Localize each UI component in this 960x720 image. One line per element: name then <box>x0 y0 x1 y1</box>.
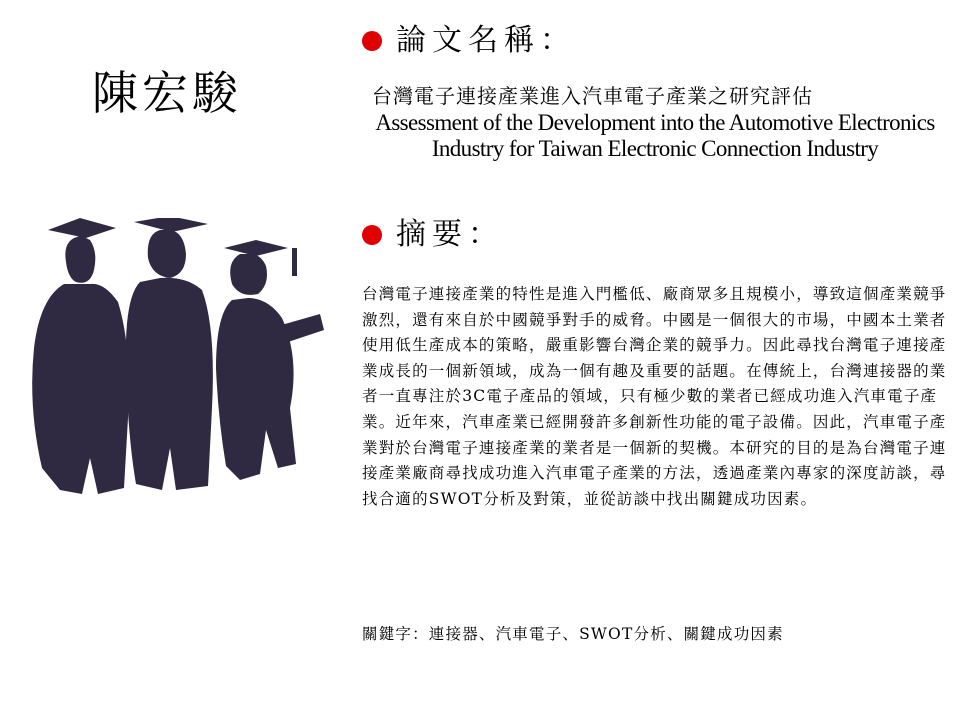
thesis-title-chinese: 台灣電子連接產業進入汽車電子產業之研究評估 <box>372 84 813 108</box>
bullet-icon <box>362 31 382 51</box>
graduates-silhouette-icon <box>20 218 330 498</box>
title-heading-label: 論文名稱： <box>396 23 576 58</box>
thesis-title-english: Assessment of the Development into the Automotive Electronics Industry for Taiwan Electronic Connection Industry <box>375 110 935 161</box>
author-name: 陳宏駿 <box>92 66 242 120</box>
abstract-heading-label: 摘要： <box>396 217 504 252</box>
bullet-icon <box>362 225 382 245</box>
title-heading <box>362 23 576 58</box>
keywords-line: 關鍵字：連接器、汽車電子、SWOT分析、關鍵成功因素 <box>362 625 784 643</box>
abstract-heading <box>362 217 504 252</box>
abstract-body: 台灣電子連接產業的特性是進入門檻低、廠商眾多且規模小，導致這個產業競爭激烈，還有來自於中國競爭對手的威脅。中國是一個很大的市場，中國本土業者使用低生產成本的策略，嚴重影響台灣企業的競爭力。因此尋找台灣電子連接產業成長的一個新領域，成為一個有趣及重要的話題。在傳統上，台灣連接器的業者一直專注於3C電子產品的領域，只有極少數的業者已經成功進入汽車電子產業。近年來，汽車產業已經開發許多創新性功能的電子設備。因此，汽車電子產業對於台灣電子連接產業的業者是一個新的契機。本研究的目的是為台灣電子連接產業廠商尋找成功進入汽車電子產業的方法，透過產業內專家的深度訪談，尋找合適的SWOT分析及對策，並從訪談中找出關鍵成功因素。 <box>362 285 947 508</box>
